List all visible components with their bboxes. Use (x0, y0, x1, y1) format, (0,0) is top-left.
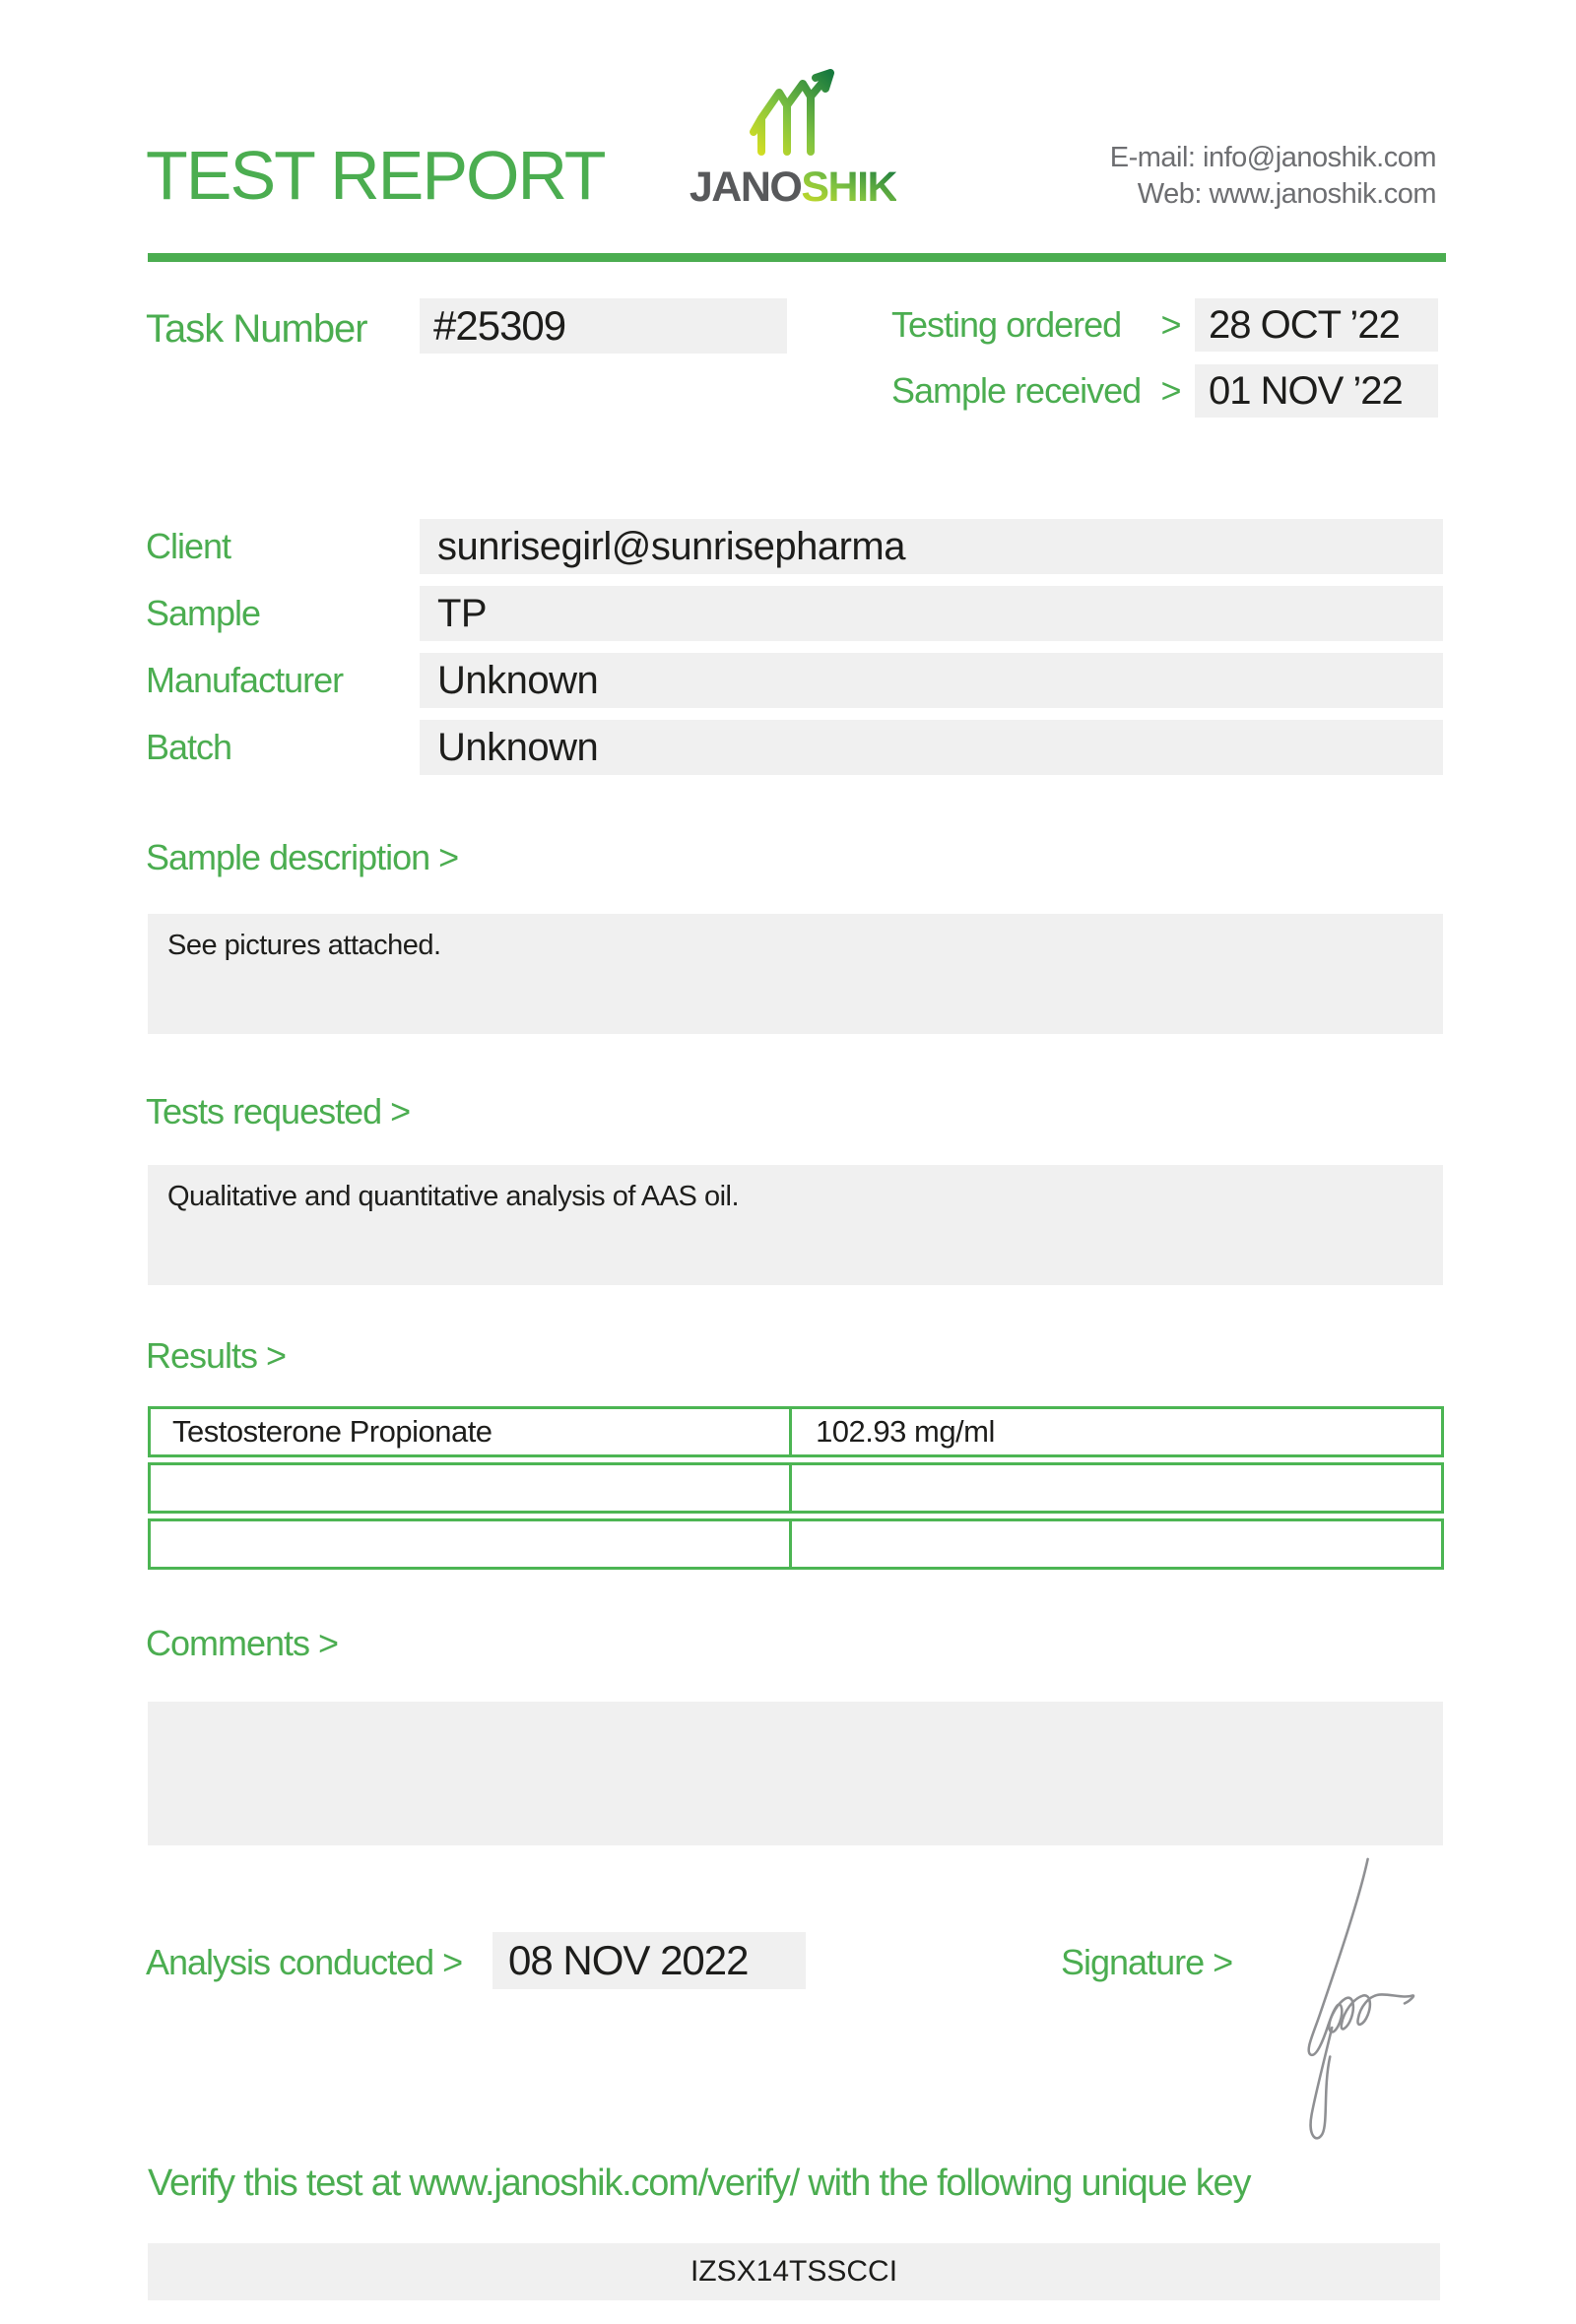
logo-text-jano: JANO (689, 163, 802, 211)
chevron-right-icon: > (1160, 304, 1181, 345)
task-number-value: #25309 (420, 298, 787, 354)
sample-description-heading: Sample description > (146, 837, 459, 877)
result-concentration (792, 1521, 1441, 1567)
results-table (148, 1406, 1444, 1575)
task-number-label: Task Number (146, 307, 367, 351)
signature-scribble (1271, 1853, 1418, 2144)
table-row (148, 1462, 1444, 1514)
logo-wordmark (680, 163, 906, 212)
page-title: TEST REPORT (146, 137, 605, 214)
result-substance (151, 1465, 792, 1511)
testing-ordered-value: 28 OCT ’22 (1195, 298, 1438, 352)
client-value: sunrisegirl@sunrisepharma (420, 519, 1443, 574)
sample-description-box: See pictures attached. (148, 914, 1443, 1034)
batch-value: Unknown (420, 720, 1443, 775)
comments-box (148, 1702, 1443, 1845)
testing-ordered-row (891, 298, 1438, 352)
chevron-right-icon: > (1160, 370, 1181, 411)
janoshik-logo (680, 69, 906, 212)
sample-received-label: Sample received (891, 370, 1142, 411)
testing-ordered-label: Testing ordered (891, 304, 1122, 345)
result-substance (151, 1521, 792, 1567)
contact-email: E-mail: info@janoshik.com (1109, 142, 1436, 173)
sample-received-row (891, 364, 1438, 418)
result-concentration: 102.93 mg/ml (816, 1414, 995, 1449)
sample-label: Sample (146, 593, 261, 633)
signature-label: Signature > (1061, 1942, 1233, 1982)
sample-value: TP (420, 586, 1443, 641)
trend-chart-icon (746, 69, 840, 160)
manufacturer-label: Manufacturer (146, 660, 344, 700)
table-row (148, 1518, 1444, 1570)
contact-web: Web: www.janoshik.com (1137, 178, 1436, 210)
tests-requested-box: Qualitative and quantitative analysis of AAS oil. (148, 1165, 1443, 1285)
result-concentration (792, 1465, 1441, 1511)
header-divider (148, 253, 1446, 262)
verify-instruction: Verify this test at www.janoshik.com/verify/ with the following unique key (148, 2163, 1251, 2204)
manufacturer-value: Unknown (420, 653, 1443, 708)
table-row (148, 1406, 1444, 1457)
analysis-conducted-value: 08 NOV 2022 (492, 1932, 806, 1989)
sample-row (146, 586, 1443, 641)
unique-key: IZSX14TSSCCI (148, 2243, 1440, 2300)
sample-received-value: 01 NOV ’22 (1195, 364, 1438, 418)
client-label: Client (146, 526, 231, 566)
results-heading: Results > (146, 1335, 287, 1376)
analysis-conducted-label: Analysis conducted > (146, 1942, 463, 1982)
manufacturer-row (146, 653, 1443, 708)
batch-row (146, 720, 1443, 775)
result-substance: Testosterone Propionate (151, 1409, 792, 1454)
batch-label: Batch (146, 727, 232, 767)
comments-heading: Comments > (146, 1623, 339, 1663)
logo-text-shik: SHIK (801, 163, 897, 211)
client-row (146, 519, 1443, 574)
tests-requested-heading: Tests requested > (146, 1091, 411, 1131)
contact-info (1110, 140, 1436, 213)
